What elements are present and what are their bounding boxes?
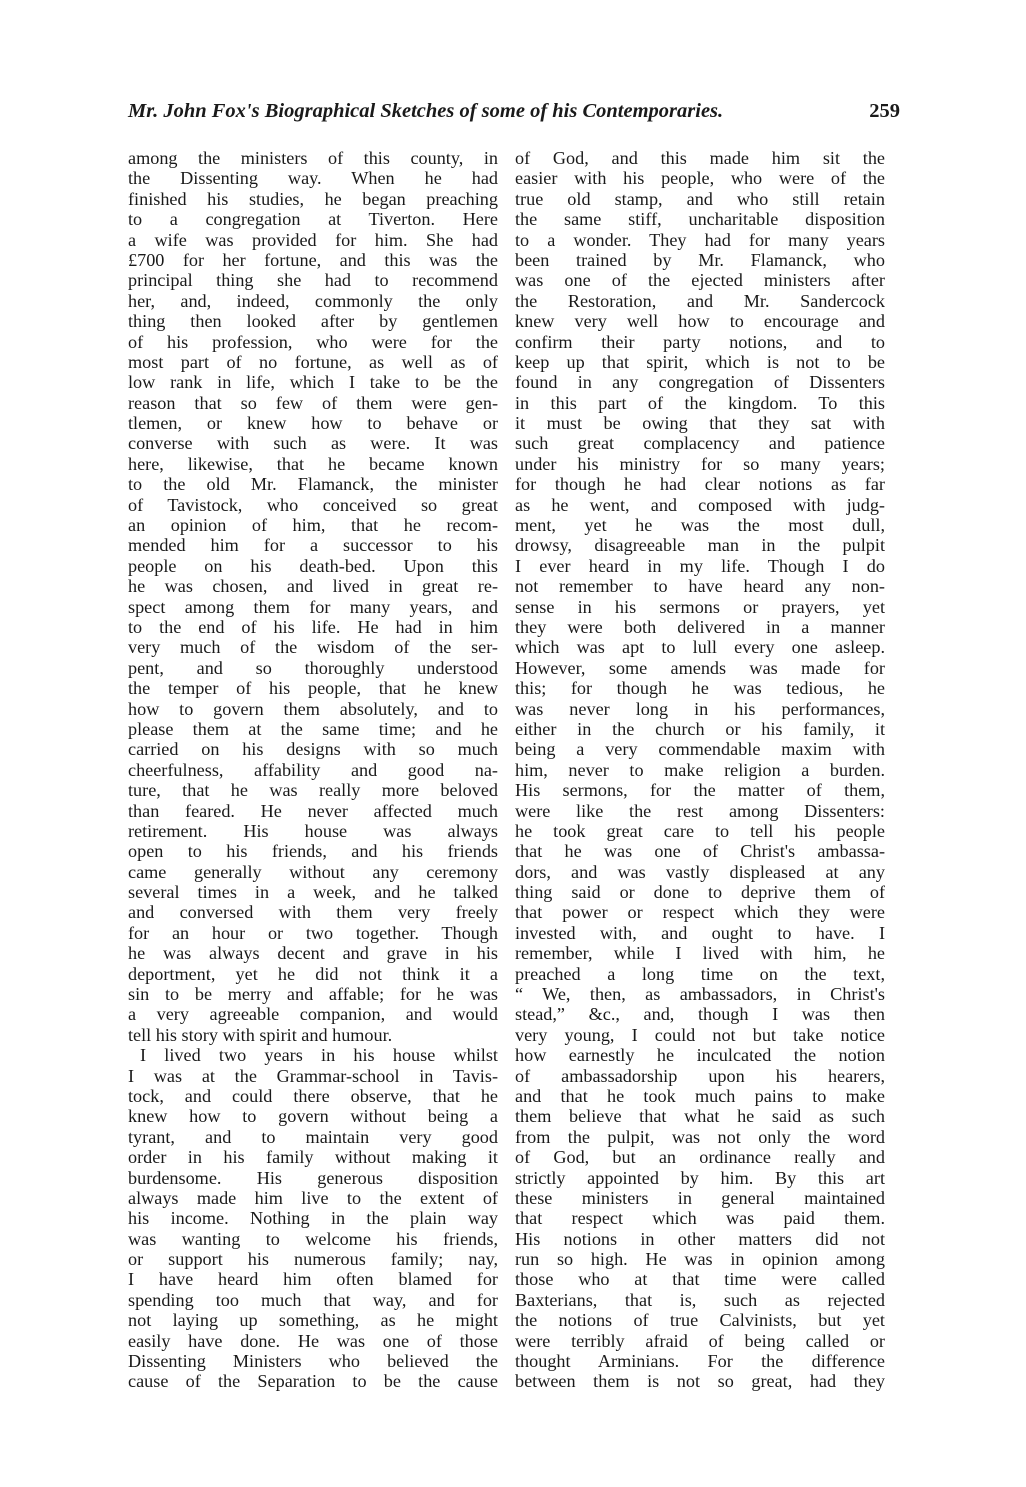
text-line: knew how to govern without being a — [128, 1106, 498, 1127]
left-text-column — [128, 148, 498, 1392]
text-line: the temper of his people, that he knew — [128, 678, 498, 699]
text-line: not remember to have heard any non- — [515, 576, 885, 597]
text-line: order in his family without making it — [128, 1147, 498, 1168]
text-line: run so high. He was in opinion among — [515, 1249, 885, 1270]
text-line: cause of the Separation to be the cause — [128, 1371, 498, 1392]
text-line: open to his friends, and his friends — [128, 841, 498, 862]
text-line: her, and, indeed, commonly the only — [128, 290, 498, 311]
text-line: them believe that what he said as such — [515, 1106, 885, 1127]
text-line: of God, but an ordinance really and — [515, 1147, 885, 1168]
text-line: to the old Mr. Flamanck, the minister — [128, 474, 498, 495]
text-line: and conversed with them very freely — [128, 902, 498, 923]
text-line: easily have done. He was one of those — [128, 1330, 498, 1351]
text-line: as he went, and composed with judg- — [515, 494, 885, 515]
text-line: such great complacency and patience — [515, 433, 885, 454]
text-line: the Dissenting way. When he had — [128, 168, 498, 189]
text-line: reason that so few of them were gen- — [128, 392, 498, 413]
text-line: those who at that time were called — [515, 1269, 885, 1290]
text-line: of God, and this made him sit the — [515, 148, 885, 168]
text-line: confirm their party notions, and to — [515, 331, 885, 352]
text-line: easier with his people, who were of the — [515, 168, 885, 189]
text-line: tell his story with spirit and humour. — [128, 1024, 393, 1045]
text-line: Baxterians, that is, such as rejected — [515, 1289, 885, 1310]
text-line: cheerfulness, affability and good na- — [128, 759, 498, 780]
text-line: that he was one of Christ's ambassa- — [515, 841, 885, 862]
text-line: converse with such as were. It was — [128, 433, 498, 454]
text-line: carried on his designs with so much — [128, 739, 498, 760]
text-line: “ We, then, as ambassadors, in Christ's — [515, 984, 885, 1005]
text-line: always made him live to the extent of — [128, 1187, 498, 1208]
text-line: was never long in his performances, — [515, 698, 885, 719]
text-line: between them is not so great, had they — [515, 1371, 885, 1392]
text-line: drowsy, disagreeable man in the pulpit — [515, 535, 885, 556]
text-line: of ambassadorship upon his hearers, — [515, 1065, 885, 1086]
text-line: several times in a week, and he talked — [128, 882, 498, 903]
text-line: ture, that he was really more beloved — [128, 780, 498, 801]
text-line: the same stiff, uncharitable disposition — [515, 209, 885, 230]
text-line: he was always decent and grave in his — [128, 943, 498, 964]
text-line: mended him for a successor to his — [128, 535, 498, 556]
text-line: of Tavistock, who conceived so great — [128, 494, 498, 515]
text-line: His notions in other matters did not — [515, 1228, 885, 1249]
text-line: his income. Nothing in the plain way — [128, 1208, 498, 1229]
text-line: been trained by Mr. Flamanck, who — [515, 249, 885, 270]
text-line: he took great care to tell his people — [515, 820, 885, 841]
running-title: Mr. John Fox's Biographical Sketches of some of his Contemporaries. — [128, 100, 724, 122]
text-line: finished his studies, he began preaching — [128, 188, 498, 209]
text-line: dors, and was vastly displeased at any — [515, 861, 885, 882]
text-line: these ministers in general maintained — [515, 1187, 885, 1208]
text-line: they were both delivered in a manner — [515, 616, 885, 637]
text-line: a wife was provided for him. She had — [128, 229, 498, 250]
text-line: was wanting to welcome his friends, — [128, 1228, 498, 1249]
text-line: very young, I could not but take notice — [515, 1024, 885, 1045]
text-line: under his ministry for so many years; — [515, 453, 885, 474]
text-line: preached a long time on the text, — [515, 963, 885, 984]
text-line: please them at the same time; and he — [128, 718, 498, 739]
text-line: low rank in life, which I take to be the — [128, 372, 498, 393]
text-line: I ever heard in my life. Though I do — [515, 555, 885, 576]
text-line: it must be owing that they sat with — [515, 413, 885, 434]
text-line: spect among them for many years, and — [128, 596, 498, 617]
running-head — [128, 100, 900, 130]
text-line: stead,” &c., and, though I was then — [515, 1004, 885, 1025]
text-line: very much of the wisdom of the ser- — [128, 637, 498, 658]
text-line: or support his numerous family; nay, — [128, 1249, 498, 1270]
text-line: to a congregation at Tiverton. Here — [128, 209, 498, 230]
text-line: the notions of true Calvinists, but yet — [515, 1310, 885, 1331]
text-line: and that he took much pains to make — [515, 1085, 885, 1106]
text-line: remember, while I lived with him, he — [515, 943, 885, 964]
text-line: among the ministers of this county, in — [128, 148, 498, 168]
text-line: to the end of his life. He had in him — [128, 616, 498, 637]
text-line: than feared. He never affected much — [128, 800, 498, 821]
text-line: strictly appointed by him. By this art — [515, 1167, 885, 1188]
text-line: people on his death-bed. Upon this — [128, 555, 498, 576]
text-line: His sermons, for the matter of them, — [515, 780, 885, 801]
text-line: were terribly afraid of being called or — [515, 1330, 885, 1351]
text-line: tyrant, and to maintain very good — [128, 1126, 498, 1147]
text-line: keep up that spirit, which is not to be — [515, 351, 885, 372]
text-line: thing said or done to deprive them of — [515, 882, 885, 903]
text-line: how to govern them absolutely, and to — [128, 698, 498, 719]
text-line: were like the rest among Dissenters: — [515, 800, 885, 821]
text-line: burdensome. His generous disposition — [128, 1167, 498, 1188]
text-line: found in any congregation of Dissenters — [515, 372, 885, 393]
text-line: being a very commendable maxim with — [515, 739, 885, 760]
text-line: the Restoration, and Mr. Sandercock — [515, 290, 885, 311]
text-line: £700 for her fortune, and this was the — [128, 249, 498, 270]
text-line: came generally without any ceremony — [128, 861, 498, 882]
text-line: how earnestly he inculcated the notion — [515, 1045, 885, 1066]
page-number: 259 — [869, 100, 900, 122]
text-line: here, likewise, that he became known — [128, 453, 498, 474]
text-line: deportment, yet he did not think it a — [128, 963, 498, 984]
text-line: either in the church or his family, it — [515, 718, 885, 739]
text-line: a very agreeable companion, and would — [128, 1004, 498, 1025]
text-line: knew very well how to encourage and — [515, 311, 885, 332]
text-line: spending too much that way, and for — [128, 1289, 498, 1310]
text-line: from the pulpit, was not only the word — [515, 1126, 885, 1147]
text-line: in this part of the kingdom. To this — [515, 392, 885, 413]
text-line: for though he had clear notions as far — [515, 474, 885, 495]
right-text-column — [515, 148, 885, 1392]
text-line: to a wonder. They had for many years — [515, 229, 885, 250]
text-line: for an hour or two together. Though — [128, 922, 498, 943]
text-line: an opinion of him, that he recom- — [128, 515, 498, 536]
text-line: Dissenting Ministers who believed the — [128, 1351, 498, 1372]
text-line: which was apt to lull every one asleep. — [515, 637, 885, 658]
text-line: most part of no fortune, as well as of — [128, 351, 498, 372]
text-line: I have heard him often blamed for — [128, 1269, 498, 1290]
text-line: ment, yet he was the most dull, — [515, 515, 885, 536]
text-line: retirement. His house was always — [128, 820, 498, 841]
text-line: that power or respect which they were — [515, 902, 885, 923]
text-line: I lived two years in his house whilst — [140, 1045, 498, 1066]
text-line: pent, and so thoroughly understood — [128, 657, 498, 678]
text-line: thing then looked after by gentlemen — [128, 311, 498, 332]
text-line: invested with, and ought to have. I — [515, 922, 885, 943]
text-line: sin to be merry and affable; for he was — [128, 984, 498, 1005]
text-line: I was at the Grammar-school in Tavis- — [128, 1065, 498, 1086]
text-line: this; for though he was tedious, he — [515, 678, 885, 699]
text-line: of his profession, who were for the — [128, 331, 498, 352]
text-line: tock, and could there observe, that he — [128, 1085, 498, 1106]
text-line: However, some amends was made for — [515, 657, 885, 678]
text-line: that respect which was paid them. — [515, 1208, 885, 1229]
text-line: not laying up something, as he might — [128, 1310, 498, 1331]
text-line: him, never to make religion a burden. — [515, 759, 885, 780]
text-line: he was chosen, and lived in great re- — [128, 576, 498, 597]
text-line: principal thing she had to recommend — [128, 270, 498, 291]
text-line: sense in his sermons or prayers, yet — [515, 596, 885, 617]
text-line: thought Arminians. For the difference — [515, 1351, 885, 1372]
text-line: was one of the ejected ministers after — [515, 270, 885, 291]
text-line: tlemen, or knew how to behave or — [128, 413, 498, 434]
text-line: true old stamp, and who still retain — [515, 188, 885, 209]
